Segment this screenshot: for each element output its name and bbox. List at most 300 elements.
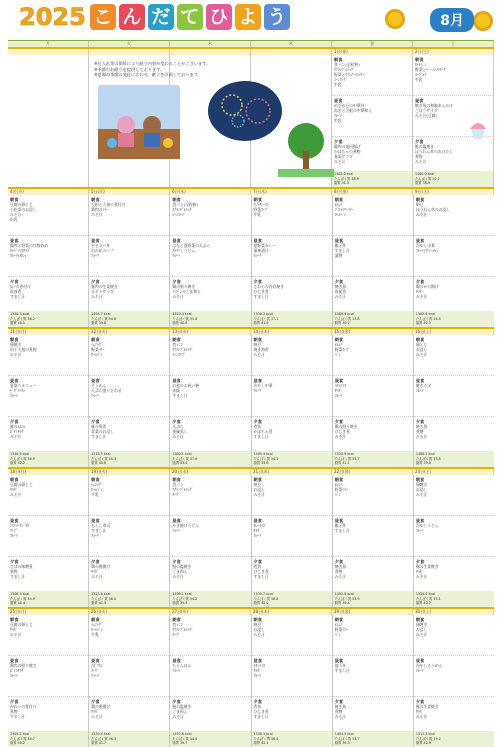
nutrition-value: 脂質 39.4 <box>334 601 350 605</box>
nutrition-box <box>89 591 169 607</box>
weekday-label: 月 <box>8 41 89 47</box>
date-label: 19日(火) <box>89 469 170 475</box>
menu-item: かぼちゃの煮物 <box>334 149 361 154</box>
menu-item: ﾌﾙｰﾂ <box>91 253 99 258</box>
meal-type: 朝食 <box>10 617 19 622</box>
menu-item: ｻﾗﾀﾞ <box>415 709 424 714</box>
week-row <box>8 47 494 187</box>
menu-item: 漬物 <box>334 253 343 258</box>
meal-block <box>170 516 250 557</box>
menu-item: ﾊﾟﾝ <box>334 492 341 497</box>
menu-item: みそ汁 <box>172 574 184 579</box>
menu-item: ｽｰﾌﾟ <box>172 492 180 497</box>
meal-block <box>414 475 494 516</box>
menu-item: 鶏の唐揚げ <box>91 564 111 569</box>
menu-item: ｻﾗﾀﾞ <box>91 569 99 574</box>
shaved-ice-illustration <box>466 117 490 141</box>
nutrition-value: 脂質 38.9 <box>415 181 430 185</box>
meal-type: 朝食 <box>172 337 181 342</box>
meal-type: 夕食 <box>415 139 424 144</box>
menu-item: 冷やしうどん <box>172 248 196 253</box>
day-cell <box>333 475 414 607</box>
meal-block <box>252 615 332 656</box>
menu-item: ちらし寿司 <box>91 523 111 528</box>
menu-item: みそ汁 <box>415 714 428 719</box>
menu-item: 納豆 <box>415 202 424 207</box>
meal-type: 朝食 <box>415 57 424 62</box>
nutrition-value: たんぱく質 53.7 <box>334 736 360 741</box>
meal-block <box>414 615 494 656</box>
nutrition-value: たんぱく質 54.0 <box>172 736 198 741</box>
day-cell <box>252 615 333 747</box>
menu-item: めざめ豆の中華丼 <box>334 103 365 108</box>
meal-type: 朝食 <box>334 477 344 482</box>
title-char: こ <box>90 4 116 30</box>
menu-item: みそ汁 <box>172 434 184 439</box>
meal-block <box>252 656 332 697</box>
meal-type: 朝食 <box>253 617 262 622</box>
page-title <box>18 4 290 30</box>
date-label: 21日(木) <box>251 469 332 475</box>
menu-item: ﾌﾞﾛｯｺﾘｰｿﾃｰ <box>334 207 354 212</box>
menu-item: ほうれん草のおひたし <box>415 149 453 154</box>
nutrition-value: たんぱく質 56.2 <box>10 316 35 321</box>
nutrition-value: 1502.0 kcal <box>334 172 354 176</box>
meal-block <box>170 615 250 656</box>
meal-type: 昼食 <box>10 658 19 663</box>
date-label: 20日(水) <box>170 469 251 475</box>
menu-item: 野菜ｽｰﾌﾟ <box>334 347 350 352</box>
menu-item: ﾌﾙｰﾂ <box>334 113 342 118</box>
festival-illustration <box>98 85 180 159</box>
nutrition-value: 脂質 39.8 <box>91 321 107 325</box>
meal-block <box>170 335 250 376</box>
menu-item: 野菜ｿﾃｰ <box>91 347 105 352</box>
menu-item: 親子丼 <box>334 523 347 528</box>
menu-item: ねぎと大根の中華和え <box>334 108 372 113</box>
menu-item: みそ汁 <box>253 492 265 497</box>
menu-item: 卵焼き <box>415 622 428 627</box>
menu-item: 春雨サラダ <box>334 154 353 159</box>
day-cell <box>170 335 251 467</box>
nutrition-value: 脂質 41.7 <box>91 741 107 745</box>
meal-type: 夕食 <box>334 279 344 284</box>
menu-item: ごぼうサラダ <box>415 108 438 113</box>
menu-item: ｵﾑﾚﾂ <box>334 622 343 627</box>
menu-item: みそ汁 <box>415 492 428 497</box>
meal-type: 朝食 <box>253 337 262 342</box>
menu-item: すまし汁 <box>253 294 269 299</box>
meal-type: 昼食 <box>91 658 100 663</box>
nutrition-value: たんぱく質 57.6 <box>172 456 198 461</box>
menu-item: 鮭のﾑﾆｴﾙ <box>10 424 26 429</box>
nutrition-value: 脂質 40.8 <box>91 461 107 465</box>
meal-type: 昼食 <box>172 238 181 243</box>
menu-item: すまし汁 <box>253 434 269 439</box>
meal-block <box>333 195 413 236</box>
meal-type: 昼食 <box>172 658 181 663</box>
menu-item: ｽｸﾗﾝﾌﾞﾙｴｯｸﾞ <box>172 627 194 632</box>
meal-type: 夕食 <box>334 559 344 564</box>
menu-item: 鶏肉の竜田揚げ <box>334 144 361 149</box>
menu-item: 筑前煮 <box>334 289 347 294</box>
nutrition-box <box>414 731 494 747</box>
meal-block <box>8 236 88 277</box>
title-char: だ <box>148 4 174 30</box>
menu-item: 鮭の塩焼き <box>415 144 434 149</box>
nutrition-box <box>89 311 169 327</box>
menu-item: お浸し <box>253 487 265 492</box>
menu-item: 大根と人参の煮付け <box>91 202 126 207</box>
menu-item: 焼きそば <box>415 383 432 388</box>
nutrition-value: 脂質 42.1 <box>253 741 269 745</box>
menu-item: ﾅﾎﾟﾘﾀﾝ <box>91 663 103 668</box>
menu-item: みそ汁 <box>10 492 22 497</box>
menu-item: 豚の生姜焼き <box>415 564 439 569</box>
week-row <box>8 327 494 467</box>
menu-item: 鶏肉の照り焼き <box>10 663 37 668</box>
menu-item: ひじき煮 <box>253 289 269 294</box>
menu-item: 赤飯 <box>172 388 180 393</box>
nutrition-box <box>8 731 88 747</box>
date-label: 28日(木) <box>251 609 332 615</box>
nutrition-value: たんぱく質 56.9 <box>253 736 279 741</box>
menu-item: みそ汁 <box>334 434 347 439</box>
menu-item: ﾌﾙｰﾂ <box>91 533 99 538</box>
menu-item: ポテトサラダ <box>91 289 114 294</box>
meal-type: 昼食 <box>172 378 181 383</box>
menu-item: みそ汁 <box>334 294 347 299</box>
meal-block <box>89 376 169 417</box>
menu-item: 焼き海苔 <box>253 347 269 352</box>
nutrition-value: たんぱく質 56.0 <box>91 596 117 601</box>
menu-item: ｺｰﾝｽｰﾌﾟ <box>334 77 348 82</box>
meal-block <box>252 195 332 236</box>
meal-type: 昼食 <box>415 378 425 383</box>
menu-item: お盆のお祝い膳 <box>172 383 199 388</box>
menu-item: 卵とじ <box>415 342 428 347</box>
menu-item: ごま和え <box>172 569 188 574</box>
day-cell <box>170 475 251 607</box>
menu-item: すまし汁 <box>91 434 107 439</box>
nutrition-value: 脂質 39.2 <box>334 321 350 325</box>
meal-block <box>333 516 413 557</box>
nutrition-value: 1540.8 kcal <box>10 452 30 456</box>
meal-type: 夕食 <box>172 699 181 704</box>
meal-type: 夕食 <box>334 419 344 424</box>
day-cell <box>170 615 251 747</box>
meal-type: 昼食 <box>10 518 19 523</box>
meal-type: 朝食 <box>172 477 181 482</box>
meal-type: 夕食 <box>334 699 344 704</box>
menu-item: 豆腐の卵とじ <box>10 202 33 207</box>
menu-item: ﾌﾚﾝﾁﾄｰｽﾄ <box>253 202 269 207</box>
menu-item: すまし汁 <box>253 574 269 579</box>
meal-block <box>332 96 412 137</box>
menu-item: 牛乳 <box>91 632 99 637</box>
title-char: ん <box>119 4 145 30</box>
menu-item: ｶﾚｲの煮付け <box>10 284 31 289</box>
menu-item: ｵﾑﾚﾂ <box>334 482 343 487</box>
meal-type: 昼食 <box>415 98 424 103</box>
date-label: 2日(土) <box>413 49 494 55</box>
nutrition-value: たんぱく質 55.1 <box>415 596 441 601</box>
nutrition-value: たんぱく質 55.9 <box>334 176 359 181</box>
meal-block <box>89 656 169 697</box>
nutrition-box <box>170 451 250 467</box>
title-char: よ <box>235 4 261 30</box>
meal-type: 昼食 <box>334 238 344 243</box>
menu-item: 煮魚 <box>253 564 262 569</box>
meal-type: 夕食 <box>91 559 100 564</box>
menu-item: みそ汁 <box>415 212 428 217</box>
menu-item: ﾎﾟﾃﾄｻﾗﾀﾞ <box>10 429 26 434</box>
nutrition-value: 1520.9 kcal <box>334 452 354 456</box>
date-label: 22日(金) <box>332 469 413 475</box>
nutrition-value: 脂質 42.2 <box>10 461 25 465</box>
day-cell <box>8 615 89 747</box>
nutrition-value: 1510.0 kcal <box>415 592 436 596</box>
weekday-label: 金 <box>332 41 413 47</box>
nutrition-box <box>170 591 250 607</box>
fireworks-illustration <box>208 81 282 141</box>
menu-item: 鶏の唐揚げ <box>91 704 111 709</box>
menu-item: 他人丼 <box>334 663 347 668</box>
menu-item: そうめん <box>91 383 107 388</box>
meal-type: 朝食 <box>253 477 262 482</box>
menu-item: ﾌﾙｰﾂ <box>253 253 262 258</box>
nutrition-value: 脂質 43.0 <box>172 461 188 465</box>
menu-item: 天ぷら <box>172 424 184 429</box>
menu-item: ﾌﾙｰﾂ <box>415 388 424 393</box>
date-label: 7日(木) <box>251 189 332 195</box>
nutrition-value: 1520.3 kcal <box>10 312 30 316</box>
meal-block <box>89 195 169 236</box>
meal-type: 昼食 <box>253 378 262 383</box>
menu-item: 豆腐の卵とじ <box>10 622 33 627</box>
nutrition-box <box>8 451 88 467</box>
menu-item: ｺｰﾝｽｰﾌﾟ <box>172 212 186 217</box>
menu-item: かぼちゃ煮 <box>253 429 273 434</box>
menu-item: ﾊﾔｼﾗｲｽ <box>334 383 347 388</box>
date-label: 12日(火) <box>89 329 170 335</box>
menu-item: ｽｸﾗﾝﾌﾞﾙｴｯｸﾞ <box>172 487 194 492</box>
menu-item: ﾌﾙｰﾂ <box>10 533 18 538</box>
menu-item: 食パン <box>172 622 184 627</box>
meal-block <box>170 236 250 277</box>
meal-type: 昼食 <box>91 238 100 243</box>
menu-item: 茶碗蒸し <box>172 429 188 434</box>
menu-item: ｽｸﾗﾝﾌﾞﾙｴｯｸﾞ <box>172 207 194 212</box>
nutrition-box <box>332 171 412 187</box>
meal-type: 夕食 <box>253 279 262 284</box>
meal-type: 朝食 <box>334 57 343 62</box>
menu-item: ごま和え <box>172 709 188 714</box>
menu-item: ﾊﾑｴｯｸﾞ <box>91 482 103 487</box>
menu-item: ｽｸﾗﾝﾌﾞﾙｴｯｸﾞ <box>334 67 355 72</box>
menu-item: はもと夏野菜の天ぷら <box>172 243 211 248</box>
date-label: 27日(水) <box>170 609 251 615</box>
meal-type: 夕食 <box>334 139 343 144</box>
meal-block <box>414 516 494 557</box>
menu-item: 煮物 <box>415 429 424 434</box>
menu-item: 切干大根の煮物 <box>10 347 37 352</box>
menu-item: 野菜ｿﾃｰ <box>334 487 348 492</box>
meal-type: 夕食 <box>172 279 181 284</box>
meal-block <box>8 656 88 697</box>
meal-type: 夕食 <box>415 559 425 564</box>
menu-item: ﾊﾑｴｯｸﾞ <box>91 342 103 347</box>
menu-item: 親子丼 <box>334 243 347 248</box>
nutrition-box <box>252 591 332 607</box>
menu-item: ｻﾗﾀﾞ <box>415 569 424 574</box>
meal-block <box>333 335 413 376</box>
nutrition-box <box>414 311 494 327</box>
date-label: 29日(金) <box>332 609 413 615</box>
menu-item: 卵焼き <box>415 482 428 487</box>
menu-calendar <box>8 40 494 747</box>
menu-item: ﾌﾙｰﾂ <box>253 673 262 678</box>
menu-item: みそ汁 <box>334 714 347 719</box>
day-cell <box>333 615 414 747</box>
menu-item: 鮭の塩焼き <box>172 564 192 569</box>
meal-type: 昼食 <box>334 658 344 663</box>
date-label: 9日(土) <box>413 189 494 195</box>
weekday-header-row <box>8 40 494 47</box>
menu-item: 焼き魚 <box>334 284 347 289</box>
menu-item: 鶏の照り焼き <box>334 424 358 429</box>
meal-block <box>252 475 332 516</box>
nutrition-value: たんぱく質 53.9 <box>334 596 360 601</box>
menu-item: 冷やしうどん <box>415 523 439 528</box>
day-cell <box>333 195 414 327</box>
nutrition-value: たんぱく質 52.1 <box>415 176 440 181</box>
meal-block <box>333 656 413 697</box>
week-row <box>8 467 494 607</box>
nutrition-value: たんぱく質 53.5 <box>415 456 441 461</box>
menu-item: みそ汁 <box>10 352 22 357</box>
menu-item: みそ汁 <box>415 632 428 637</box>
meal-type: 夕食 <box>253 559 262 564</box>
nutrition-box <box>170 311 250 327</box>
meal-type: 朝食 <box>10 337 19 342</box>
nutrition-value: たんぱく質 53.8 <box>334 316 360 321</box>
nutrition-value: たんぱく質 54.6 <box>91 316 117 321</box>
nutrition-value: 脂質 41.5 <box>91 601 107 605</box>
nutrition-value: たんぱく質 55.0 <box>172 316 198 321</box>
date-label: 15日(金) <box>332 329 413 335</box>
nutrition-value: たんぱく質 55.7 <box>334 456 360 461</box>
menu-item: ｲﾝｹﾞﾝのごま和え <box>172 289 201 294</box>
date-label: 26日(火) <box>89 609 170 615</box>
menu-item: ちゃんぽん <box>172 663 192 668</box>
nutrition-value: 1560.1 kcal <box>172 452 192 456</box>
meal-block <box>414 195 494 236</box>
meal-type: 昼食 <box>172 518 181 523</box>
menu-item: ｶﾚｰﾗｲｽ <box>253 523 265 528</box>
menu-item: 鶏肉のｿﾃｰ <box>91 207 109 212</box>
menu-item: ﾊﾟﾝ <box>334 352 341 357</box>
menu-item: ﾛｰﾙﾊﾟﾝ <box>415 62 427 67</box>
nutrition-value: 1530.4 kcal <box>91 732 111 736</box>
meal-type: 夕食 <box>415 279 425 284</box>
menu-item: みそ汁 <box>415 434 428 439</box>
day-cell <box>89 195 170 327</box>
nutrition-value: 1525.6 kcal <box>91 592 111 596</box>
nutrition-value: たんぱく質 55.2 <box>415 736 441 741</box>
menu-item: 野菜ｽｰﾌﾟ <box>253 207 269 212</box>
menu-item: ﾛｰﾙﾊﾟﾝ <box>91 352 103 357</box>
menu-item: みそ汁 <box>334 159 346 164</box>
menu-item: みそ汁 <box>91 574 103 579</box>
menu-item: 野菜とﾍﾞｰｺﾝのｽｰﾌﾟ <box>415 67 448 72</box>
meal-type: 夕食 <box>253 699 262 704</box>
menu-item: ﾌﾙｰﾂ <box>334 393 343 398</box>
menu-item: 牛乳 <box>334 118 342 123</box>
meal-type: 昼食 <box>91 518 100 523</box>
nutrition-value: 1494.5 kcal <box>334 732 354 736</box>
menu-item: 牛乳 <box>253 212 262 217</box>
menu-item: 煮物 <box>10 709 18 714</box>
menu-item: みそ汁 <box>415 574 428 579</box>
meal-block <box>89 335 169 376</box>
menu-item: ｻﾗﾀﾞ <box>91 709 99 714</box>
meal-type: 朝食 <box>415 617 425 622</box>
menu-item: 小松菜のお浸し <box>10 207 37 212</box>
nutrition-value: 脂質 41.1 <box>334 461 350 465</box>
menu-item: 牛乳 <box>91 492 99 497</box>
meal-type: 朝食 <box>415 197 425 202</box>
meal-type: 昼食 <box>415 238 425 243</box>
menu-item: 食パン(全粒粉) <box>172 202 199 207</box>
menu-item: 豚肉の生姜焼き <box>91 284 118 289</box>
menu-item: みそ汁 <box>10 212 22 217</box>
menu-item: みそ汁 <box>10 632 22 637</box>
menu-item: ほうれん草のお浸し <box>415 207 451 212</box>
meal-type: 夕食 <box>91 279 100 284</box>
menu-item: お浸し <box>415 487 428 492</box>
nutrition-value: 脂質 42.0 <box>253 601 269 605</box>
meal-type: 昼食 <box>415 658 425 663</box>
meal-type: 昼食 <box>253 518 262 523</box>
day-cell <box>8 475 89 607</box>
nutrition-box <box>89 451 169 467</box>
date-label: 25日(月) <box>8 609 89 615</box>
meal-block <box>89 615 169 656</box>
nutrition-value: 脂質 40.4 <box>10 601 25 605</box>
menu-item: みそ汁 <box>91 294 103 299</box>
nutrition-value: たんぱく質 54.2 <box>172 596 198 601</box>
meal-type: 昼食 <box>334 378 344 383</box>
meal-block <box>332 55 412 96</box>
title-char: ひ <box>206 4 232 30</box>
date-label: 23日(土) <box>413 469 494 475</box>
menu-item: ﾌﾙｰﾂ <box>91 393 99 398</box>
menu-item: 牛乳 <box>415 77 423 82</box>
date-label: 6日(水) <box>170 189 251 195</box>
menu-item: ビビンバ丼 <box>91 243 110 248</box>
menu-item: ﾊﾟﾝ <box>334 632 341 637</box>
menu-item: ｵﾑﾚﾂ <box>334 202 343 207</box>
menu-item: すまし汁 <box>334 248 350 253</box>
meal-block <box>170 475 250 516</box>
menu-item: すまし汁 <box>10 574 26 579</box>
meal-type: 朝食 <box>415 477 425 482</box>
menu-item: わかめスープ <box>91 248 114 253</box>
nutrition-value: 1492.8 kcal <box>334 592 354 596</box>
week-row <box>8 607 494 747</box>
meal-block <box>8 195 88 236</box>
